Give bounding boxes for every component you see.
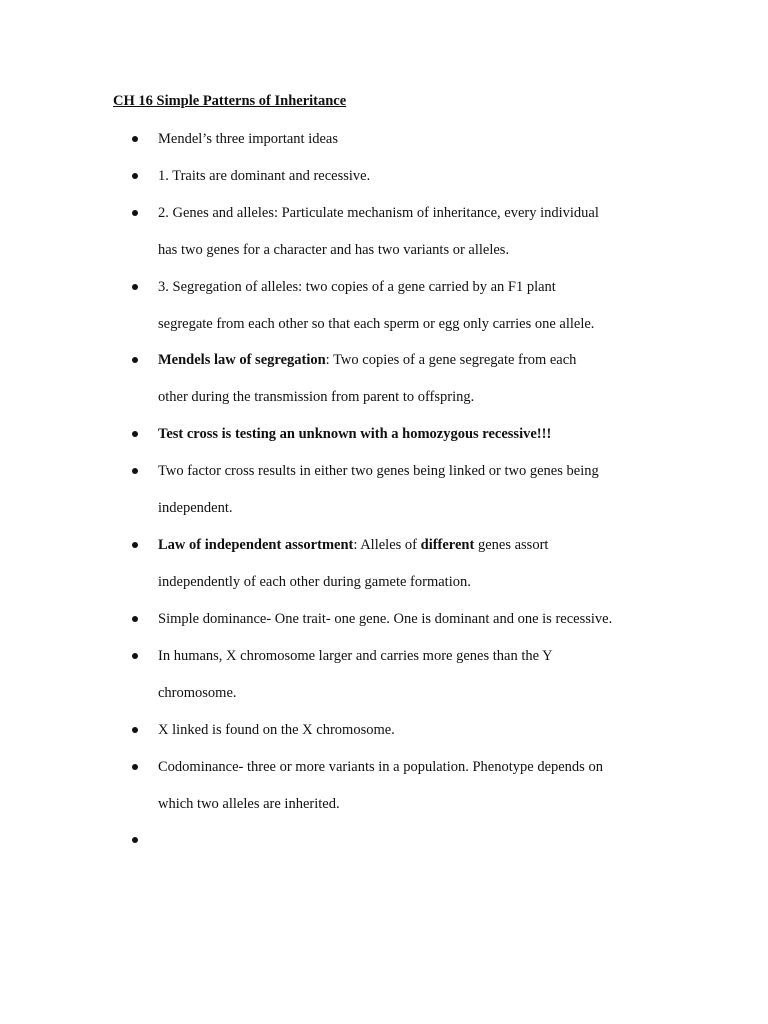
list-item-text: X linked is found on the X chromosome. bbox=[158, 722, 395, 738]
bullet-icon bbox=[132, 542, 138, 548]
bullet-icon bbox=[132, 210, 138, 216]
page-title: CH 16 Simple Patterns of Inheritance bbox=[113, 93, 347, 109]
list-item-text bbox=[158, 342, 678, 379]
list-item-text-continued: has two genes for a character and has two variants or alleles. bbox=[158, 242, 510, 258]
bullet-icon bbox=[132, 468, 138, 474]
list-item bbox=[158, 712, 678, 749]
list-item-text-continued: independently of each other during gamete formation. bbox=[158, 574, 471, 590]
list-item bbox=[158, 158, 678, 195]
bullet-icon bbox=[132, 173, 138, 179]
bullet-icon bbox=[132, 357, 138, 363]
list-item-text-continued: which two alleles are inherited. bbox=[158, 796, 340, 812]
list-item-text: Mendel’s three important ideas bbox=[158, 131, 338, 147]
list-item bbox=[158, 453, 678, 527]
list-item-text-continued: chromosome. bbox=[158, 685, 237, 701]
list-item bbox=[158, 121, 678, 158]
list-item-text: 3. Segregation of alleles: two copies of a gene carried by an F1 plant bbox=[158, 279, 556, 295]
bullet-icon bbox=[132, 837, 138, 843]
list-item-text-continued: independent. bbox=[158, 500, 233, 516]
list-item bbox=[158, 749, 678, 823]
list-item-text: 1. Traits are dominant and recessive. bbox=[158, 168, 371, 184]
bold-statement: Test cross is testing an unknown with a homozygous recessive!!! bbox=[158, 426, 552, 442]
bold-term: Law of independent assortment bbox=[158, 537, 354, 553]
bullet-icon bbox=[132, 653, 138, 659]
bullet-icon bbox=[132, 136, 138, 142]
bullet-icon bbox=[132, 616, 138, 622]
list-item bbox=[158, 638, 678, 712]
bullet-icon bbox=[132, 284, 138, 290]
list-item bbox=[158, 416, 678, 453]
term-definition: : Alleles of bbox=[353, 537, 421, 553]
list-item-text: Two factor cross results in either two genes being linked or two genes being bbox=[158, 463, 599, 479]
bullet-icon bbox=[132, 727, 138, 733]
list-item bbox=[158, 195, 678, 269]
list-item-text-continued: segregate from each other so that each sperm or egg only carries one allele. bbox=[158, 316, 595, 332]
term-definition: : Two copies of a gene segregate from each bbox=[325, 352, 577, 368]
list-item bbox=[158, 269, 678, 343]
list-item-text: Simple dominance- One trait- one gene. One is dominant and one is recessive. bbox=[158, 611, 613, 627]
list-item bbox=[158, 342, 678, 416]
list-item bbox=[158, 601, 678, 638]
bullet-icon bbox=[132, 431, 138, 437]
list-item-text bbox=[158, 527, 678, 564]
list-item bbox=[158, 527, 678, 601]
list-item-text: In humans, X chromosome larger and carries more genes than the Y bbox=[158, 648, 553, 664]
bold-word: different bbox=[420, 537, 475, 553]
bold-term: Mendels law of segregation bbox=[158, 352, 326, 368]
list-item-text: 2. Genes and alleles: Particulate mechanism of inheritance, every individual bbox=[158, 205, 599, 221]
list-item-text-continued: other during the transmission from parent to offspring. bbox=[158, 389, 475, 405]
list-item-text: Codominance- three or more variants in a population. Phenotype depends on bbox=[158, 759, 603, 775]
list-item-text bbox=[158, 416, 678, 453]
bullet-icon bbox=[132, 764, 138, 770]
term-definition-tail: genes assort bbox=[474, 537, 549, 553]
